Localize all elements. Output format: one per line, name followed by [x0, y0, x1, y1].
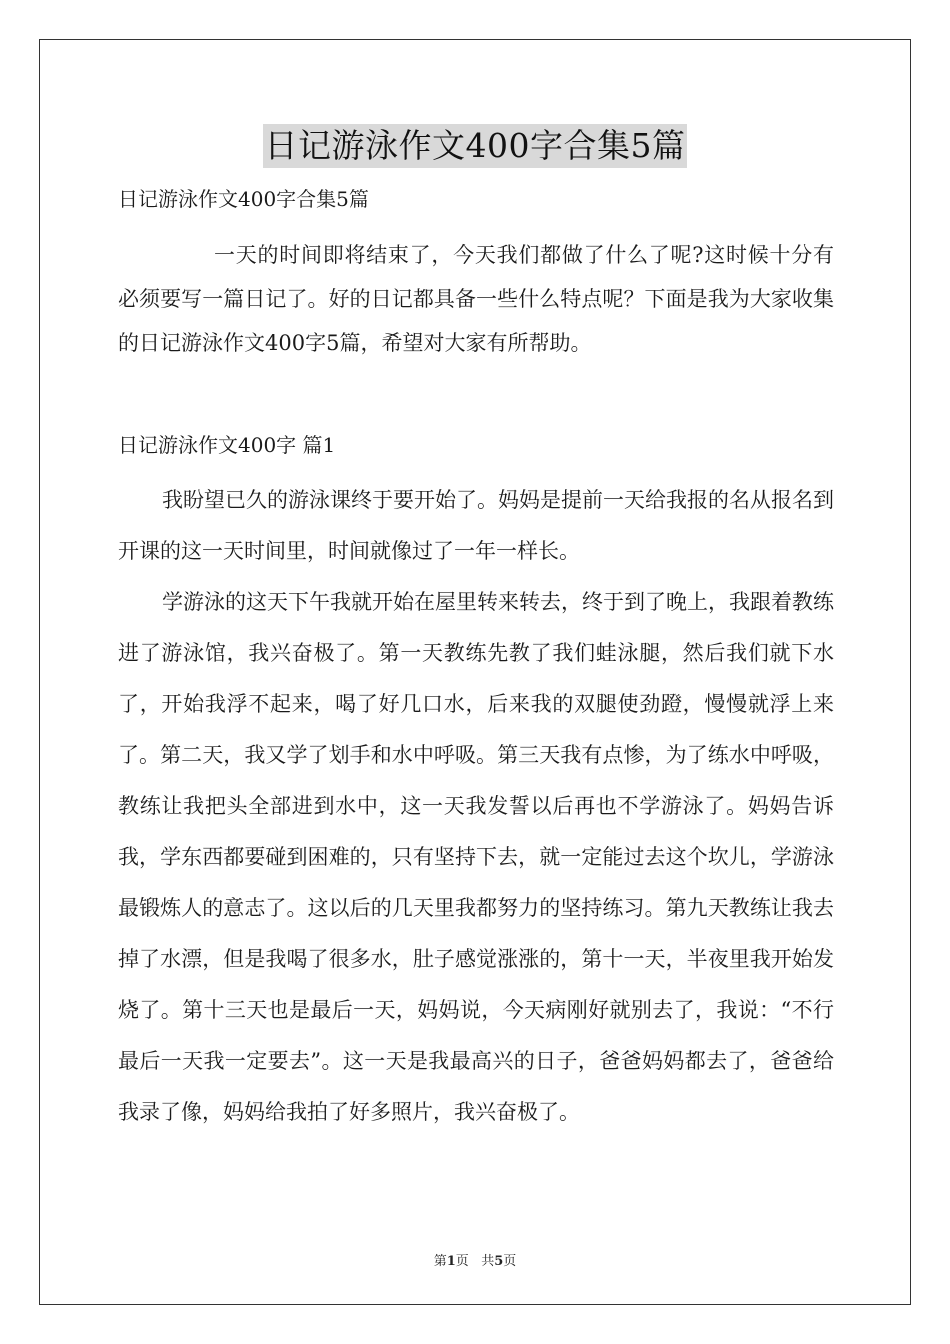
document-subtitle: 日记游泳作文400字合集5篇: [118, 187, 369, 211]
title-container: [0, 124, 950, 168]
page-prefix: 第: [433, 1254, 447, 1269]
page-footer: [0, 1250, 950, 1269]
page-suffix: 页: [455, 1254, 469, 1269]
document-title: 日记游泳作文400字合集5篇: [263, 124, 688, 168]
body-paragraph-2: 学游泳的这天下午我就开始在屋里转来转去，终于到了晚上，我跟着教练进了游泳馆，我兴奋极了。第一天教练先教了我们蛙泳腿，然后我们就下水了，开始我浮不起来，喝了好几口水，后来我的双腿使劲蹬，慢慢就浮上来了。第二天，我又学了划手和水中呼吸。第三天我有点惨，为了练水中呼吸，教练让我把头全部进到水中，这一天我发誓以后再也不学游泳了。妈妈告诉我，学东西都要碰到困难的，只有坚持下去，就一定能过去这个坎儿，学游泳最锻炼人的意志了。这以后的几天里我都努力的坚持练习。第九天教练让我去掉了水漂，但是我喝了很多水，肚子感觉涨涨的，第十一天，半夜里我开始发烧了。第十三天也是最后一天，妈妈说，今天病刚好就别去了，我说：“不行最后一天我一定要去”。这一天是我最高兴的日子，爸爸妈妈都去了，爸爸给我录了像，妈妈给我拍了好多照片，我兴奋极了。: [118, 590, 834, 1124]
document-body: [118, 181, 834, 1138]
total-pages: 5: [494, 1254, 504, 1269]
total-suffix: 页: [503, 1254, 517, 1269]
intro-paragraph: 一天的时间即将结束了，今天我们都做了什么了呢?这时候十分有必须要写一篇日记了。好的日记都具备一些什么特点呢？下面是我为大家收集的日记游泳作文400字5篇，希望对大家有所帮助。: [118, 243, 834, 355]
total-prefix: 共: [481, 1254, 495, 1269]
page-number: 1: [446, 1254, 456, 1269]
section-heading: 日记游泳作文400字 篇1: [118, 433, 336, 457]
body-paragraph-1: 我盼望已久的游泳课终于要开始了。妈妈是提前一天给我报的名从报名到开课的这一天时间里，时间就像过了一年一样长。: [118, 488, 834, 563]
